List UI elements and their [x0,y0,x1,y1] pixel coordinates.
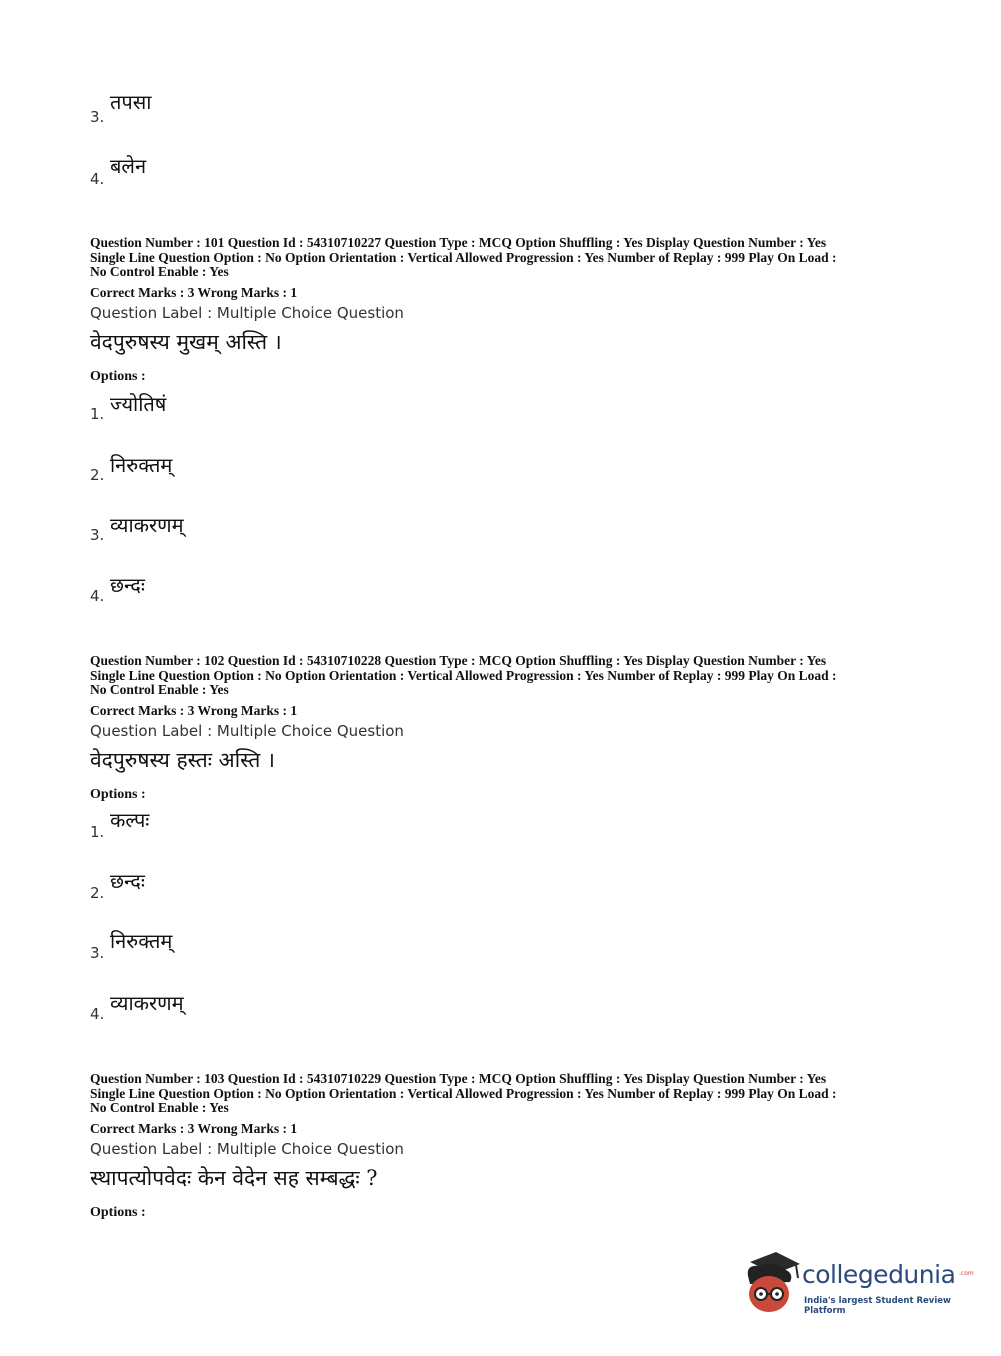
question-marks: Correct Marks : 3 Wrong Marks : 1 [90,703,298,718]
question-text: वेदपुरुषस्य हस्तः अस्ति । [90,748,275,772]
logo-name: collegedunia [802,1260,956,1289]
option-number: 4. [90,170,105,188]
option-text: निरुक्तम् [110,929,173,953]
question-marks: Correct Marks : 3 Wrong Marks : 1 [90,285,298,300]
question-label: Question Label : Multiple Choice Question [90,722,404,740]
option-text: कल्पः [110,808,150,832]
option-number: 1. [90,405,105,423]
option-number: 2. [90,884,105,902]
option-text: निरुक्तम् [110,453,173,477]
question-label: Question Label : Multiple Choice Question [90,1140,404,1158]
option-text: बलेन [110,154,147,178]
option-number: 4. [90,1005,105,1023]
option-number: 1. [90,823,105,841]
options-label: Options : [90,787,146,802]
option-number: 3. [90,526,105,544]
option-text: छन्दः [110,869,145,893]
question-label: Question Label : Multiple Choice Question [90,304,404,322]
option-number: 4. [90,587,105,605]
option-number: 3. [90,108,105,126]
option-number: 3. [90,944,105,962]
question-meta: Question Number : 101 Question Id : 54310710227 Question Type : MCQ Option Shuffling : Yes Display Question Number : Yes Single Line Question Option : No Option Orientation : Vertical Allowed Progression : Yes Number of Replay : 999 Play On Load : No Control Enable : Yes [90,235,837,279]
option-text: व्याकरणम् [110,991,184,1015]
logo-tagline: India's largest Student Review Platform [804,1296,951,1316]
collegedunia-logo [742,1248,972,1318]
question-meta: Question Number : 102 Question Id : 54310710228 Question Type : MCQ Option Shuffling : Yes Display Question Number : Yes Single Line Question Option : No Option Orientation : Vertical Allowed Progression : Yes Number of Replay : 999 Play On Load : No Control Enable : Yes [90,653,837,697]
option-text: छन्दः [110,573,145,597]
question-meta: Question Number : 103 Question Id : 54310710229 Question Type : MCQ Option Shuffling : Yes Display Question Number : Yes Single Line Question Option : No Option Orientation : Vertical Allowed Progression : Yes Number of Replay : 999 Play On Load : No Control Enable : Yes [90,1071,837,1115]
options-label: Options : [90,1205,146,1220]
option-text: ज्योतिषं [110,392,167,416]
option-text: व्याकरणम् [110,513,184,537]
question-text: वेदपुरुषस्य मुखम् अस्ति । [90,330,282,354]
logo-suffix: .com [959,1270,974,1277]
options-label: Options : [90,369,146,384]
question-marks: Correct Marks : 3 Wrong Marks : 1 [90,1121,298,1136]
mascot-icon [742,1248,802,1318]
option-text: तपसा [110,90,152,114]
question-text: स्थापत्योपवेदः केन वेदेन सह सम्बद्धः ? [90,1166,378,1190]
option-number: 2. [90,466,105,484]
